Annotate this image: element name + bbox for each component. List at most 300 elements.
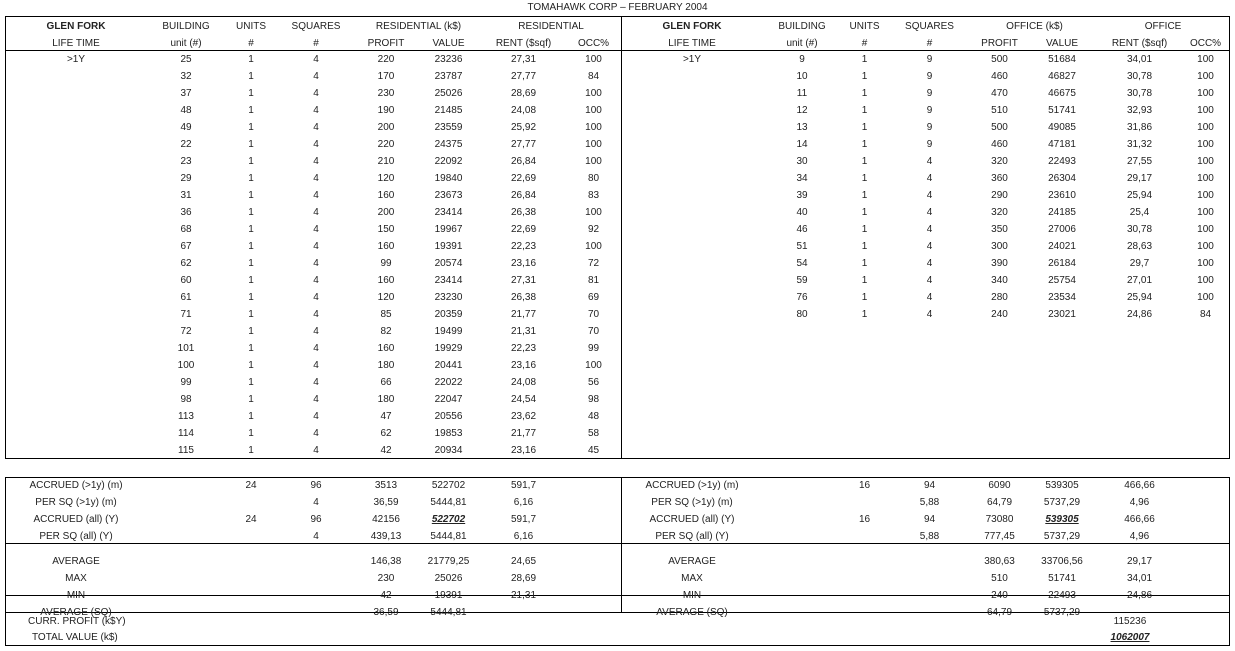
lifetime-cell	[622, 204, 762, 221]
occ-cell: 56	[587, 377, 600, 388]
squares-cell: 9	[926, 105, 933, 116]
occ-cell: 100	[585, 156, 602, 167]
res-lifetime-subheader: LIFE TIME	[52, 38, 100, 49]
res-money-header: RESIDENTIAL (k$)	[375, 21, 462, 32]
occ-cell: 100	[1197, 88, 1214, 99]
building-cell: 23	[180, 156, 192, 167]
building-cell: 46	[796, 224, 808, 235]
summary-value: 5444,81	[430, 531, 467, 542]
off-lifetime-subheader: LIFE TIME	[668, 38, 716, 49]
summary-rent: 4,96	[1129, 497, 1150, 508]
units-cell: 1	[248, 54, 254, 65]
table-row	[622, 204, 1229, 221]
table-row	[6, 323, 621, 340]
value-cell: 46675	[1048, 88, 1076, 99]
units-cell: 1	[248, 241, 254, 252]
stats-value: 25026	[434, 573, 463, 584]
stats-profit: 146,38	[370, 556, 402, 567]
lifetime-cell	[6, 204, 146, 221]
avg-sq-profit: 64,79	[986, 607, 1013, 618]
profit-cell: 300	[991, 241, 1008, 252]
profit-cell: 62	[380, 428, 392, 439]
units-cell: 1	[248, 360, 254, 371]
occ-cell: 100	[1197, 258, 1214, 269]
value-cell: 23230	[434, 292, 463, 303]
lifetime-cell: >1Y	[682, 54, 702, 65]
stats-rent: 21,31	[510, 590, 537, 601]
summary-squares: 4	[313, 497, 319, 508]
lifetime-cell	[6, 323, 146, 340]
profit-cell: 200	[377, 122, 395, 133]
rent-cell: 25,4	[1129, 207, 1150, 218]
building-cell: 12	[796, 105, 808, 116]
profit-cell: 340	[991, 275, 1008, 286]
building-cell: 72	[180, 326, 192, 337]
summary-profit: 42156	[372, 514, 400, 525]
occ-cell: 80	[587, 173, 600, 184]
stats-profit: 510	[991, 573, 1008, 584]
rent-cell: 30,78	[1126, 224, 1153, 235]
value-cell: 20359	[434, 309, 463, 320]
lifetime-cell	[6, 102, 146, 119]
stats-rent: 24,65	[510, 556, 537, 567]
stats-label: AVERAGE	[52, 556, 100, 567]
building-cell: 37	[180, 88, 192, 99]
table-row	[6, 289, 621, 306]
stats-label: MAX	[681, 573, 703, 584]
lifetime-cell	[6, 255, 146, 272]
summary-rent: 591,7	[510, 514, 537, 525]
summary-units	[842, 494, 887, 511]
res-unit-subheader: unit (#)	[170, 38, 202, 49]
table-row	[622, 170, 1229, 187]
occ-cell: 100	[585, 139, 602, 150]
summary-row	[6, 528, 621, 545]
table-row	[622, 289, 1229, 306]
off-squares-header: SQUARES	[905, 21, 954, 32]
value-cell: 25026	[434, 88, 463, 99]
building-cell: 32	[180, 71, 192, 82]
stats-row	[6, 587, 621, 604]
rent-cell: 32,93	[1126, 105, 1153, 116]
table-row	[6, 51, 621, 68]
table-row	[622, 187, 1229, 204]
summary-squares: 94	[923, 514, 936, 525]
summary-profit: 3513	[374, 480, 398, 491]
stats-row	[622, 553, 1229, 570]
avg-sq-value: 5444,81	[430, 607, 467, 618]
building-cell: 76	[796, 292, 808, 303]
units-cell: 1	[248, 105, 254, 116]
stats-profit: 230	[377, 573, 395, 584]
summary-value: 5737,29	[1043, 531, 1081, 542]
value-cell: 19929	[434, 343, 463, 354]
rent-cell: 23,16	[510, 360, 537, 371]
building-cell: 115	[178, 445, 194, 456]
rent-cell: 21,31	[510, 326, 537, 337]
rent-cell: 27,31	[510, 54, 537, 65]
table-row	[6, 221, 621, 238]
units-cell: 1	[248, 258, 254, 269]
summary-units: 24	[245, 480, 257, 491]
building-cell: 99	[180, 377, 192, 388]
stats-rent: 29,17	[1126, 556, 1153, 567]
table-row	[6, 187, 621, 204]
occ-cell: 100	[585, 54, 602, 65]
summary-row	[622, 477, 1229, 494]
lifetime-cell	[6, 306, 146, 323]
squares-cell: 9	[926, 122, 933, 133]
lifetime-cell	[6, 136, 146, 153]
table-row	[6, 153, 621, 170]
table-row	[6, 68, 621, 85]
lifetime-cell	[622, 85, 762, 102]
rent-cell: 24,54	[510, 394, 537, 405]
table-row	[6, 255, 621, 272]
squares-cell: 4	[313, 309, 319, 320]
stats-profit: 240	[991, 590, 1008, 601]
table-row	[6, 204, 621, 221]
stats-value: 22493	[1048, 590, 1076, 601]
rent-cell: 26,84	[510, 190, 537, 201]
rent-cell: 34,01	[1126, 54, 1153, 65]
lifetime-cell	[622, 119, 762, 136]
lifetime-cell	[6, 357, 146, 374]
squares-cell: 4	[313, 207, 319, 218]
value-cell: 51741	[1048, 105, 1076, 116]
table-row	[6, 102, 621, 119]
building-cell: 14	[796, 139, 808, 150]
off-lifetime-header: GLEN FORK	[662, 21, 722, 32]
res-occ-subheader: OCC%	[577, 38, 610, 49]
units-cell: 1	[861, 224, 868, 235]
lifetime-cell	[622, 187, 762, 204]
value-cell: 19499	[434, 326, 463, 337]
res-squares-subheader: #	[313, 38, 319, 49]
building-cell: 49	[180, 122, 192, 133]
units-cell: 1	[861, 292, 868, 303]
occ-cell: 92	[587, 224, 600, 235]
value-cell: 20441	[434, 360, 463, 371]
table-row	[6, 340, 621, 357]
stats-rent: 28,69	[510, 573, 537, 584]
units-cell: 1	[248, 173, 254, 184]
value-cell: 23414	[434, 275, 463, 286]
value-cell: 22047	[434, 394, 463, 405]
lifetime-cell	[6, 374, 146, 391]
rent-cell: 27,77	[510, 139, 537, 150]
building-cell: 34	[796, 173, 808, 184]
value-cell: 23787	[434, 71, 463, 82]
profit-cell: 460	[991, 139, 1008, 150]
summary-squares: 96	[310, 480, 322, 491]
rent-cell: 22,23	[510, 343, 537, 354]
rent-cell: 21,77	[510, 428, 537, 439]
building-cell: 48	[180, 105, 192, 116]
table-row	[622, 136, 1229, 153]
units-cell: 1	[248, 88, 254, 99]
value-cell: 23610	[1048, 190, 1076, 201]
units-cell: 1	[861, 156, 868, 167]
squares-cell: 4	[313, 224, 319, 235]
off-rent-header: OFFICE	[1144, 21, 1182, 32]
lifetime-cell	[622, 255, 762, 272]
rent-cell: 30,78	[1126, 71, 1153, 82]
squares-cell: 4	[313, 105, 319, 116]
summary-row	[622, 511, 1229, 528]
units-cell: 1	[861, 173, 868, 184]
profit-cell: 320	[991, 207, 1008, 218]
table-row	[6, 391, 621, 408]
occ-cell: 100	[1197, 139, 1214, 150]
building-cell: 36	[180, 207, 192, 218]
units-cell: 1	[248, 122, 254, 133]
squares-cell: 4	[313, 139, 319, 150]
summary-value: 5737,29	[1043, 497, 1081, 508]
rent-cell: 27,77	[510, 71, 537, 82]
value-cell: 22092	[434, 156, 463, 167]
occ-cell: 100	[1197, 156, 1214, 167]
value-cell: 26304	[1048, 173, 1076, 184]
stats-value: 21779,25	[427, 556, 470, 567]
rent-cell: 22,23	[510, 241, 537, 252]
units-cell: 1	[861, 54, 868, 65]
off-profit-subheader: PROFIT	[981, 38, 1018, 49]
squares-cell: 4	[926, 309, 933, 320]
building-cell: 101	[177, 343, 195, 354]
lifetime-cell	[622, 136, 762, 153]
summary-profit: 64,79	[986, 497, 1013, 508]
table-row	[622, 221, 1229, 238]
value-cell: 19853	[434, 428, 463, 439]
rent-cell: 29,17	[1126, 173, 1153, 184]
lifetime-cell	[622, 170, 762, 187]
squares-cell: 4	[926, 173, 933, 184]
units-cell: 1	[861, 122, 868, 133]
profit-cell: 500	[991, 122, 1008, 133]
table-row	[622, 85, 1229, 102]
building-cell: 40	[796, 207, 808, 218]
summary-profit: 6090	[988, 480, 1011, 491]
value-cell: 46827	[1048, 71, 1076, 82]
summary-value: 522702	[431, 514, 466, 525]
profit-cell: 180	[377, 360, 395, 371]
squares-cell: 9	[926, 139, 933, 150]
squares-cell: 4	[926, 292, 933, 303]
off-rent-subheader: RENT ($sqf)	[1111, 38, 1168, 49]
summary-row	[6, 511, 621, 528]
profit-cell: 170	[377, 71, 395, 82]
units-cell: 1	[248, 207, 254, 218]
res-units-header: UNITS	[236, 21, 266, 32]
occ-cell: 100	[1197, 173, 1214, 184]
building-cell: 60	[180, 275, 192, 286]
summary-value: 539305	[1045, 514, 1079, 525]
lifetime-cell	[622, 272, 762, 289]
units-cell: 1	[861, 105, 868, 116]
squares-cell: 4	[313, 377, 319, 388]
table-row	[6, 425, 621, 442]
summary-rent: 6,16	[513, 497, 534, 508]
table-row	[6, 170, 621, 187]
profit-cell: 240	[991, 309, 1008, 320]
table-row	[6, 306, 621, 323]
rent-cell: 26,38	[510, 207, 537, 218]
res-units-subheader: #	[248, 38, 254, 49]
lifetime-cell	[6, 391, 146, 408]
summary-value: 522702	[431, 480, 466, 491]
value-cell: 49085	[1048, 122, 1076, 133]
units-cell: 1	[248, 377, 254, 388]
stats-rent: 34,01	[1126, 573, 1153, 584]
profit-cell: 360	[991, 173, 1008, 184]
building-cell: 9	[799, 54, 805, 65]
units-cell: 1	[248, 139, 254, 150]
building-cell: 39	[796, 190, 808, 201]
building-cell: 62	[180, 258, 192, 269]
lifetime-cell	[622, 306, 762, 323]
res-profit-subheader: PROFIT	[367, 38, 405, 49]
summary-label: ACCRUED (all) (Y)	[33, 514, 119, 525]
rent-cell: 25,94	[1126, 190, 1153, 201]
occ-cell: 45	[587, 445, 600, 456]
squares-cell: 4	[313, 190, 319, 201]
squares-cell: 4	[926, 190, 933, 201]
occ-cell: 84	[587, 71, 600, 82]
summary-label: PER SQ (>1y) (m)	[651, 497, 733, 508]
units-cell: 1	[248, 275, 254, 286]
units-cell: 1	[861, 207, 868, 218]
lifetime-cell	[6, 425, 146, 442]
table-row	[622, 119, 1229, 136]
curr-profit-value: 115236	[1113, 616, 1147, 627]
building-cell: 22	[180, 139, 192, 150]
building-cell: 10	[796, 71, 808, 82]
lifetime-cell	[6, 153, 146, 170]
occ-cell: 100	[1197, 241, 1214, 252]
units-cell: 1	[861, 258, 868, 269]
lifetime-cell	[6, 119, 146, 136]
building-cell: 100	[177, 360, 195, 371]
office-rows	[622, 51, 1229, 323]
summary-row	[622, 494, 1229, 511]
stats-value: 51741	[1048, 573, 1076, 584]
occ-cell: 100	[585, 105, 602, 116]
rent-cell: 22,69	[510, 224, 537, 235]
units-cell: 1	[861, 309, 868, 320]
value-cell: 20556	[434, 411, 463, 422]
profit-cell: 220	[377, 54, 395, 65]
value-cell: 23673	[434, 190, 463, 201]
stats-label: MIN	[682, 590, 702, 601]
table-row	[6, 357, 621, 374]
lifetime-cell	[6, 272, 146, 289]
building-cell: 71	[180, 309, 192, 320]
lifetime-cell	[6, 68, 146, 85]
rent-cell: 26,84	[510, 156, 537, 167]
building-cell: 80	[796, 309, 808, 320]
table-row	[622, 255, 1229, 272]
units-cell: 1	[248, 156, 254, 167]
occ-cell: 100	[1197, 190, 1214, 201]
squares-cell: 4	[926, 207, 933, 218]
building-cell: 61	[180, 292, 192, 303]
lifetime-cell	[622, 238, 762, 255]
office-header	[622, 18, 1229, 52]
squares-cell: 4	[313, 88, 319, 99]
stats-row	[6, 570, 621, 587]
occ-cell: 100	[1197, 71, 1214, 82]
summary-rent: 591,7	[510, 480, 537, 491]
profit-cell: 460	[991, 71, 1008, 82]
value-cell: 19967	[434, 224, 463, 235]
lifetime-cell	[6, 340, 146, 357]
rent-cell: 31,32	[1126, 139, 1153, 150]
summary-profit: 777,45	[984, 531, 1015, 542]
profit-cell: 500	[991, 54, 1008, 65]
lifetime-cell	[6, 408, 146, 425]
squares-cell: 4	[926, 224, 933, 235]
stats-row	[6, 553, 621, 570]
building-cell: 31	[180, 190, 192, 201]
summary-squares: 5,88	[919, 531, 940, 542]
units-cell: 1	[861, 71, 868, 82]
building-cell: 68	[180, 224, 192, 235]
building-cell: 51	[796, 241, 808, 252]
building-cell: 29	[180, 173, 192, 184]
curr-profit-label: CURR. PROFIT (k$Y)	[28, 616, 126, 627]
residential-rows	[6, 51, 621, 459]
rent-cell: 27,55	[1126, 156, 1153, 167]
occ-cell: 100	[1197, 122, 1214, 133]
summary-rent: 4,96	[1129, 531, 1150, 542]
summary-squares: 4	[313, 531, 319, 542]
summary-units	[842, 528, 887, 545]
off-value-subheader: VALUE	[1045, 38, 1079, 49]
rent-cell: 23,16	[510, 445, 537, 456]
units-cell: 1	[248, 428, 254, 439]
summary-value: 539305	[1045, 480, 1079, 491]
squares-cell: 4	[313, 292, 319, 303]
report-title: TOMAHAWK CORP – FEBRUARY 2004	[527, 2, 708, 13]
table-row	[6, 374, 621, 391]
stats-label: MAX	[65, 573, 87, 584]
occ-cell: 58	[587, 428, 600, 439]
value-cell: 24375	[434, 139, 463, 150]
units-cell: 1	[861, 88, 868, 99]
profit-cell: 42	[380, 445, 392, 456]
value-cell: 25754	[1048, 275, 1076, 286]
table-row	[6, 272, 621, 289]
profit-cell: 350	[991, 224, 1008, 235]
off-units-header: UNITS	[849, 21, 880, 32]
units-cell: 1	[248, 445, 254, 456]
units-cell: 1	[248, 411, 254, 422]
occ-cell: 100	[1197, 207, 1214, 218]
off-occ-subheader: OCC%	[1189, 38, 1222, 49]
occ-cell: 100	[1197, 105, 1214, 116]
value-cell: 23559	[434, 122, 463, 133]
off-squares-subheader: #	[926, 38, 933, 49]
value-cell: 21485	[434, 105, 463, 116]
units-cell: 1	[248, 394, 254, 405]
table-row	[6, 136, 621, 153]
rent-cell: 30,78	[1126, 88, 1153, 99]
occ-cell: 48	[587, 411, 600, 422]
summary-rent: 466,66	[1124, 514, 1155, 525]
rent-cell: 24,86	[1126, 309, 1153, 320]
value-cell: 27006	[1048, 224, 1076, 235]
